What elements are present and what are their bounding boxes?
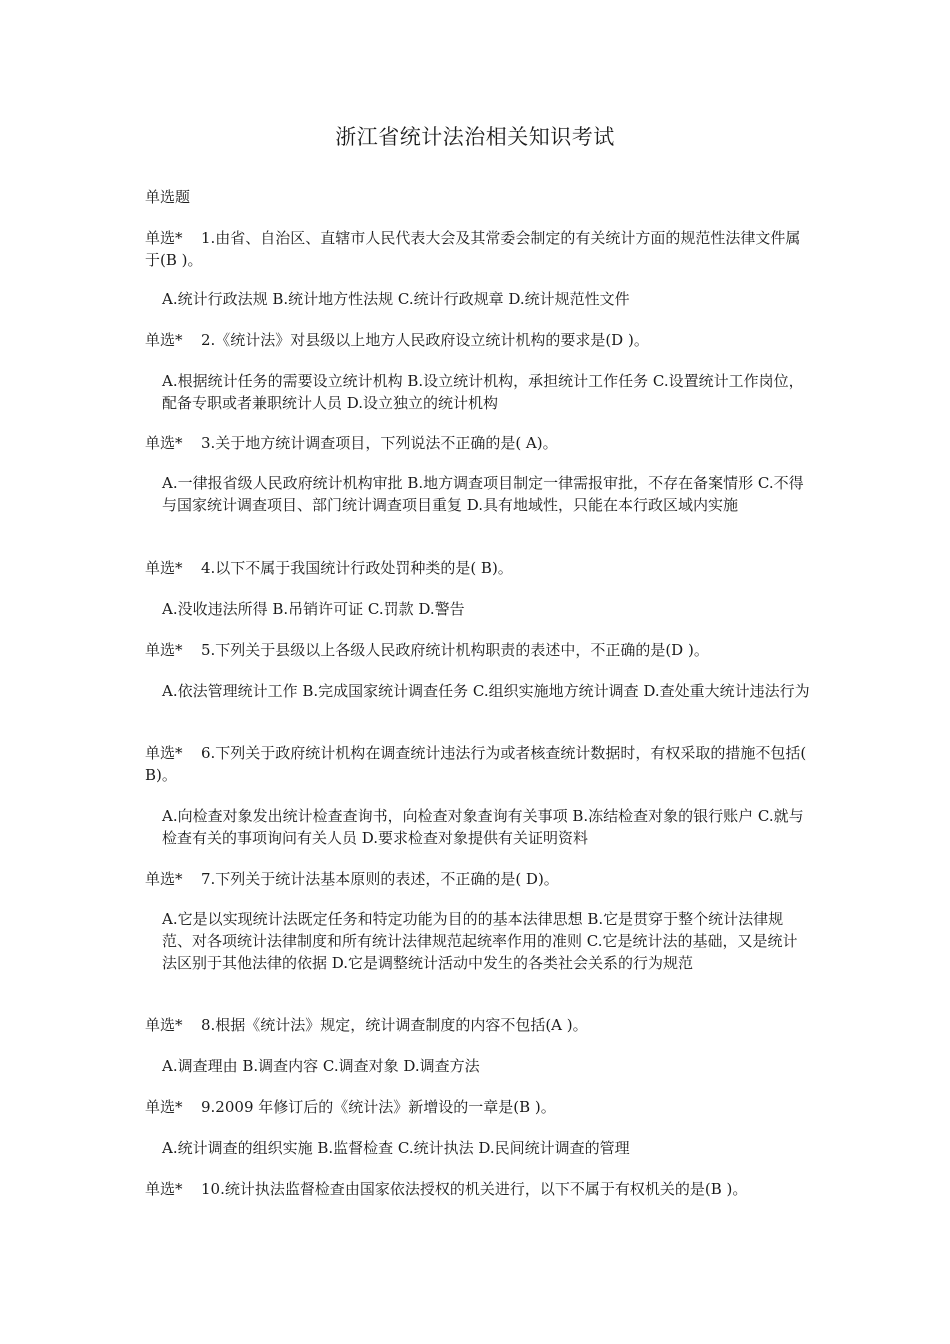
question-type-label: 单选* [145,434,183,452]
question-stem: 8.根据《统计法》规定，统计调查制度的内容不包括(A )。 [201,1016,588,1034]
question-1-options: A.统计行政法规 B.统计地方性法规 C.统计行政规章 D.统计规范性文件 [162,290,630,308]
question-stem: 3.关于地方统计调查项目，下列说法不正确的是( A)。 [201,434,558,452]
question-stem: 5.下列关于县级以上各级人民政府统计机构职责的表述中，不正确的是(D )。 [201,641,709,659]
question-8 [145,1014,815,1036]
question-6 [145,742,815,786]
question-2-options: A.根据统计任务的需要设立统计机构 B.设立统计机构，承担统计工作任务 C.设置统计工作岗位，配备专职或者兼职统计人员 D.设立独立的统计机构 [162,372,804,412]
question-stem: 1.由省、自治区、直辖市人民代表大会及其常委会制定的有关统计方面的规范性法律文件属于(B )。 [145,229,801,269]
question-10 [145,1178,825,1200]
question-stem: 10.统计执法监督检查由国家依法授权的机关进行，以下不属于有权机关的是(B )。 [201,1180,748,1198]
question-type-label: 单选* [145,744,183,762]
question-stem: 9.2009 年修订后的《统计法》新增设的一章是(B )。 [201,1098,556,1116]
question-type-label: 单选* [145,331,183,349]
question-type-label: 单选* [145,229,183,247]
section-heading: 单选题 [145,188,191,206]
question-type-label: 单选* [145,1180,183,1198]
question-7 [145,868,815,890]
question-3 [145,432,815,454]
question-type-label: 单选* [145,1098,183,1116]
question-7-options: A.它是以实现统计法既定任务和特定功能为目的的基本法律思想 B.它是贯穿于整个统计法律规范、对各项统计法律制度和所有统计法律规范起统率作用的准则 C.它是统计法的基础，又是统计法区别于其他法律的依据 D.它是调整统计活动中发生的各类社会关系的行为规范 [162,910,798,972]
question-type-label: 单选* [145,870,183,888]
question-type-label: 单选* [145,1016,183,1034]
question-4-options: A.没收违法所得 B.吊销许可证 C.罚款 D.警告 [162,600,465,618]
question-5 [145,639,815,661]
question-type-label: 单选* [145,559,183,577]
question-stem: 2.《统计法》对县级以上地方人民政府设立统计机构的要求是(D )。 [201,331,649,349]
question-9 [145,1096,815,1118]
question-5-options: A.依法管理统计工作 B.完成国家统计调查任务 C.组织实施地方统计调查 D.查处重大统计违法行为 [162,682,810,700]
question-stem: 7.下列关于统计法基本原则的表述，不正确的是( D)。 [201,870,559,888]
question-6-options: A.向检查对象发出统计检查查询书，向检查对象查询有关事项 B.冻结检查对象的银行账户 C.就与检查有关的事项询问有关人员 D.要求检查对象提供有关证明资料 [162,807,804,847]
question-stem: 4.以下不属于我国统计行政处罚种类的是( B)。 [201,559,513,577]
document-title: 浙江省统计法治相关知识考试 [335,125,615,149]
question-stem: 6.下列关于政府统计机构在调查统计违法行为或者核查统计数据时，有权采取的措施不包括( B)。 [145,744,807,784]
question-type-label: 单选* [145,641,183,659]
question-8-options: A.调查理由 B.调查内容 C.调查对象 D.调查方法 [162,1057,480,1075]
question-1 [145,227,815,271]
question-4 [145,557,815,579]
question-2 [145,329,815,351]
question-9-options: A.统计调查的组织实施 B.监督检查 C.统计执法 D.民间统计调查的管理 [162,1139,630,1157]
question-3-options: A.一律报省级人民政府统计机构审批 B.地方调查项目制定一律需报审批，不存在备案情形 C.不得与国家统计调查项目、部门统计调查项目重复 D.具有地域性，只能在本行政区域内实施 [162,474,804,514]
